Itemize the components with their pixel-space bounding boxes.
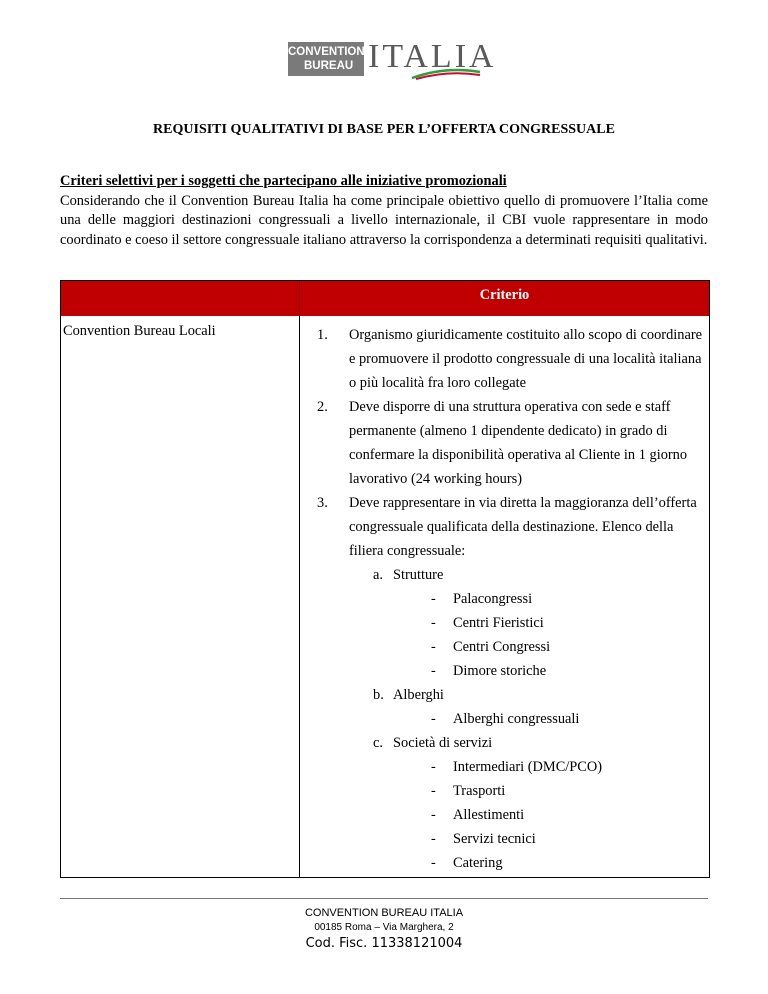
sub-item [317,563,707,587]
item-text: Deve disporre di una struttura operativa con sede e staff permanente (almeno 1 dipendente dedicato) in grado di confermare la disponibilità operativa al Cliente in 1 giorno lavorativo (24 working hours) [349,399,688,487]
row-label: Convention Bureau Locali [63,323,216,339]
column-divider [299,316,300,878]
sub-letter: c. [373,735,383,751]
list-item: - Alberghi congressuali [431,711,580,727]
list-item: - Servizi tecnici [431,831,536,847]
list-item: - Centri Congressi [431,639,551,655]
sub-letter: a. [373,567,383,583]
list-item: - Allestimenti [431,807,525,823]
table-header [61,281,709,316]
intro-body: Considerando che il Convention Bureau Italia ha come principale obiettivo quello di promuovere l’Italia come una delle maggiori destinazioni congressuali a livello internazionale, il CBI vuole rappresentare in modo coordinato e coeso il settore congressuale italiano attraverso la corrispondenza a determinati requisiti qualitativi. [60,192,708,248]
footer-tax-code: Cod. Fisc. 11338121004 [305,936,463,951]
criteria-table [60,280,710,878]
criteria-list [317,323,707,875]
logo-box [288,42,364,76]
intro-heading: Criteri selettivi per i soggetti che partecipano alle iniziative promozionali [60,173,507,189]
list-item: - Centri Fieristici [431,615,544,631]
footer-divider [60,898,708,899]
criterion-item [317,323,707,395]
sub-label: Società di servizi [393,735,493,751]
sub-item [317,683,707,707]
list-item: - Trasporti [431,783,506,799]
document-title: REQUISITI QUALITATIVI DI BASE PER L’OFFERTA CONGRESSUALE [153,122,615,137]
criterion-item [317,395,707,491]
footer-address: 00185 Roma – Via Marghera, 2 [314,922,454,933]
list-item: - Intermediari (DMC/PCO) [431,759,603,775]
logo-swoosh-icon [410,68,482,80]
sub-label: Alberghi [393,687,444,703]
convention-bureau-italia-logo [288,38,497,78]
item-number: 3. [317,495,328,511]
item-text: Organismo giuridicamente costituito allo scopo di coordinare e promuovere il prodotto congressuale di una località italiana o più località fra loro collegate [349,327,703,391]
item-number: 1. [317,327,328,343]
item-text: Deve rappresentare in via diretta la maggioranza dell’offerta congressuale qualificata della destinazione. Elenco della filiera congressuale: [349,495,697,559]
intro-section [60,172,708,250]
list-item: - Palacongressi [431,591,533,607]
sub-item [317,731,707,755]
sub-letter: b. [373,687,384,703]
logo-box-line1: CONVENTION [288,46,365,58]
item-number: 2. [317,399,328,415]
logo-box-line2: BUREAU [304,60,354,72]
sub-label: Strutture [393,567,444,583]
logo-wordmark: ITALIA [368,38,497,75]
criterion-item [317,491,707,563]
list-item: - Catering [431,855,503,871]
footer-org: CONVENTION BUREAU ITALIA [304,907,464,919]
list-item: - Dimore storiche [431,663,547,679]
criterio-header: Criterio [479,287,530,303]
